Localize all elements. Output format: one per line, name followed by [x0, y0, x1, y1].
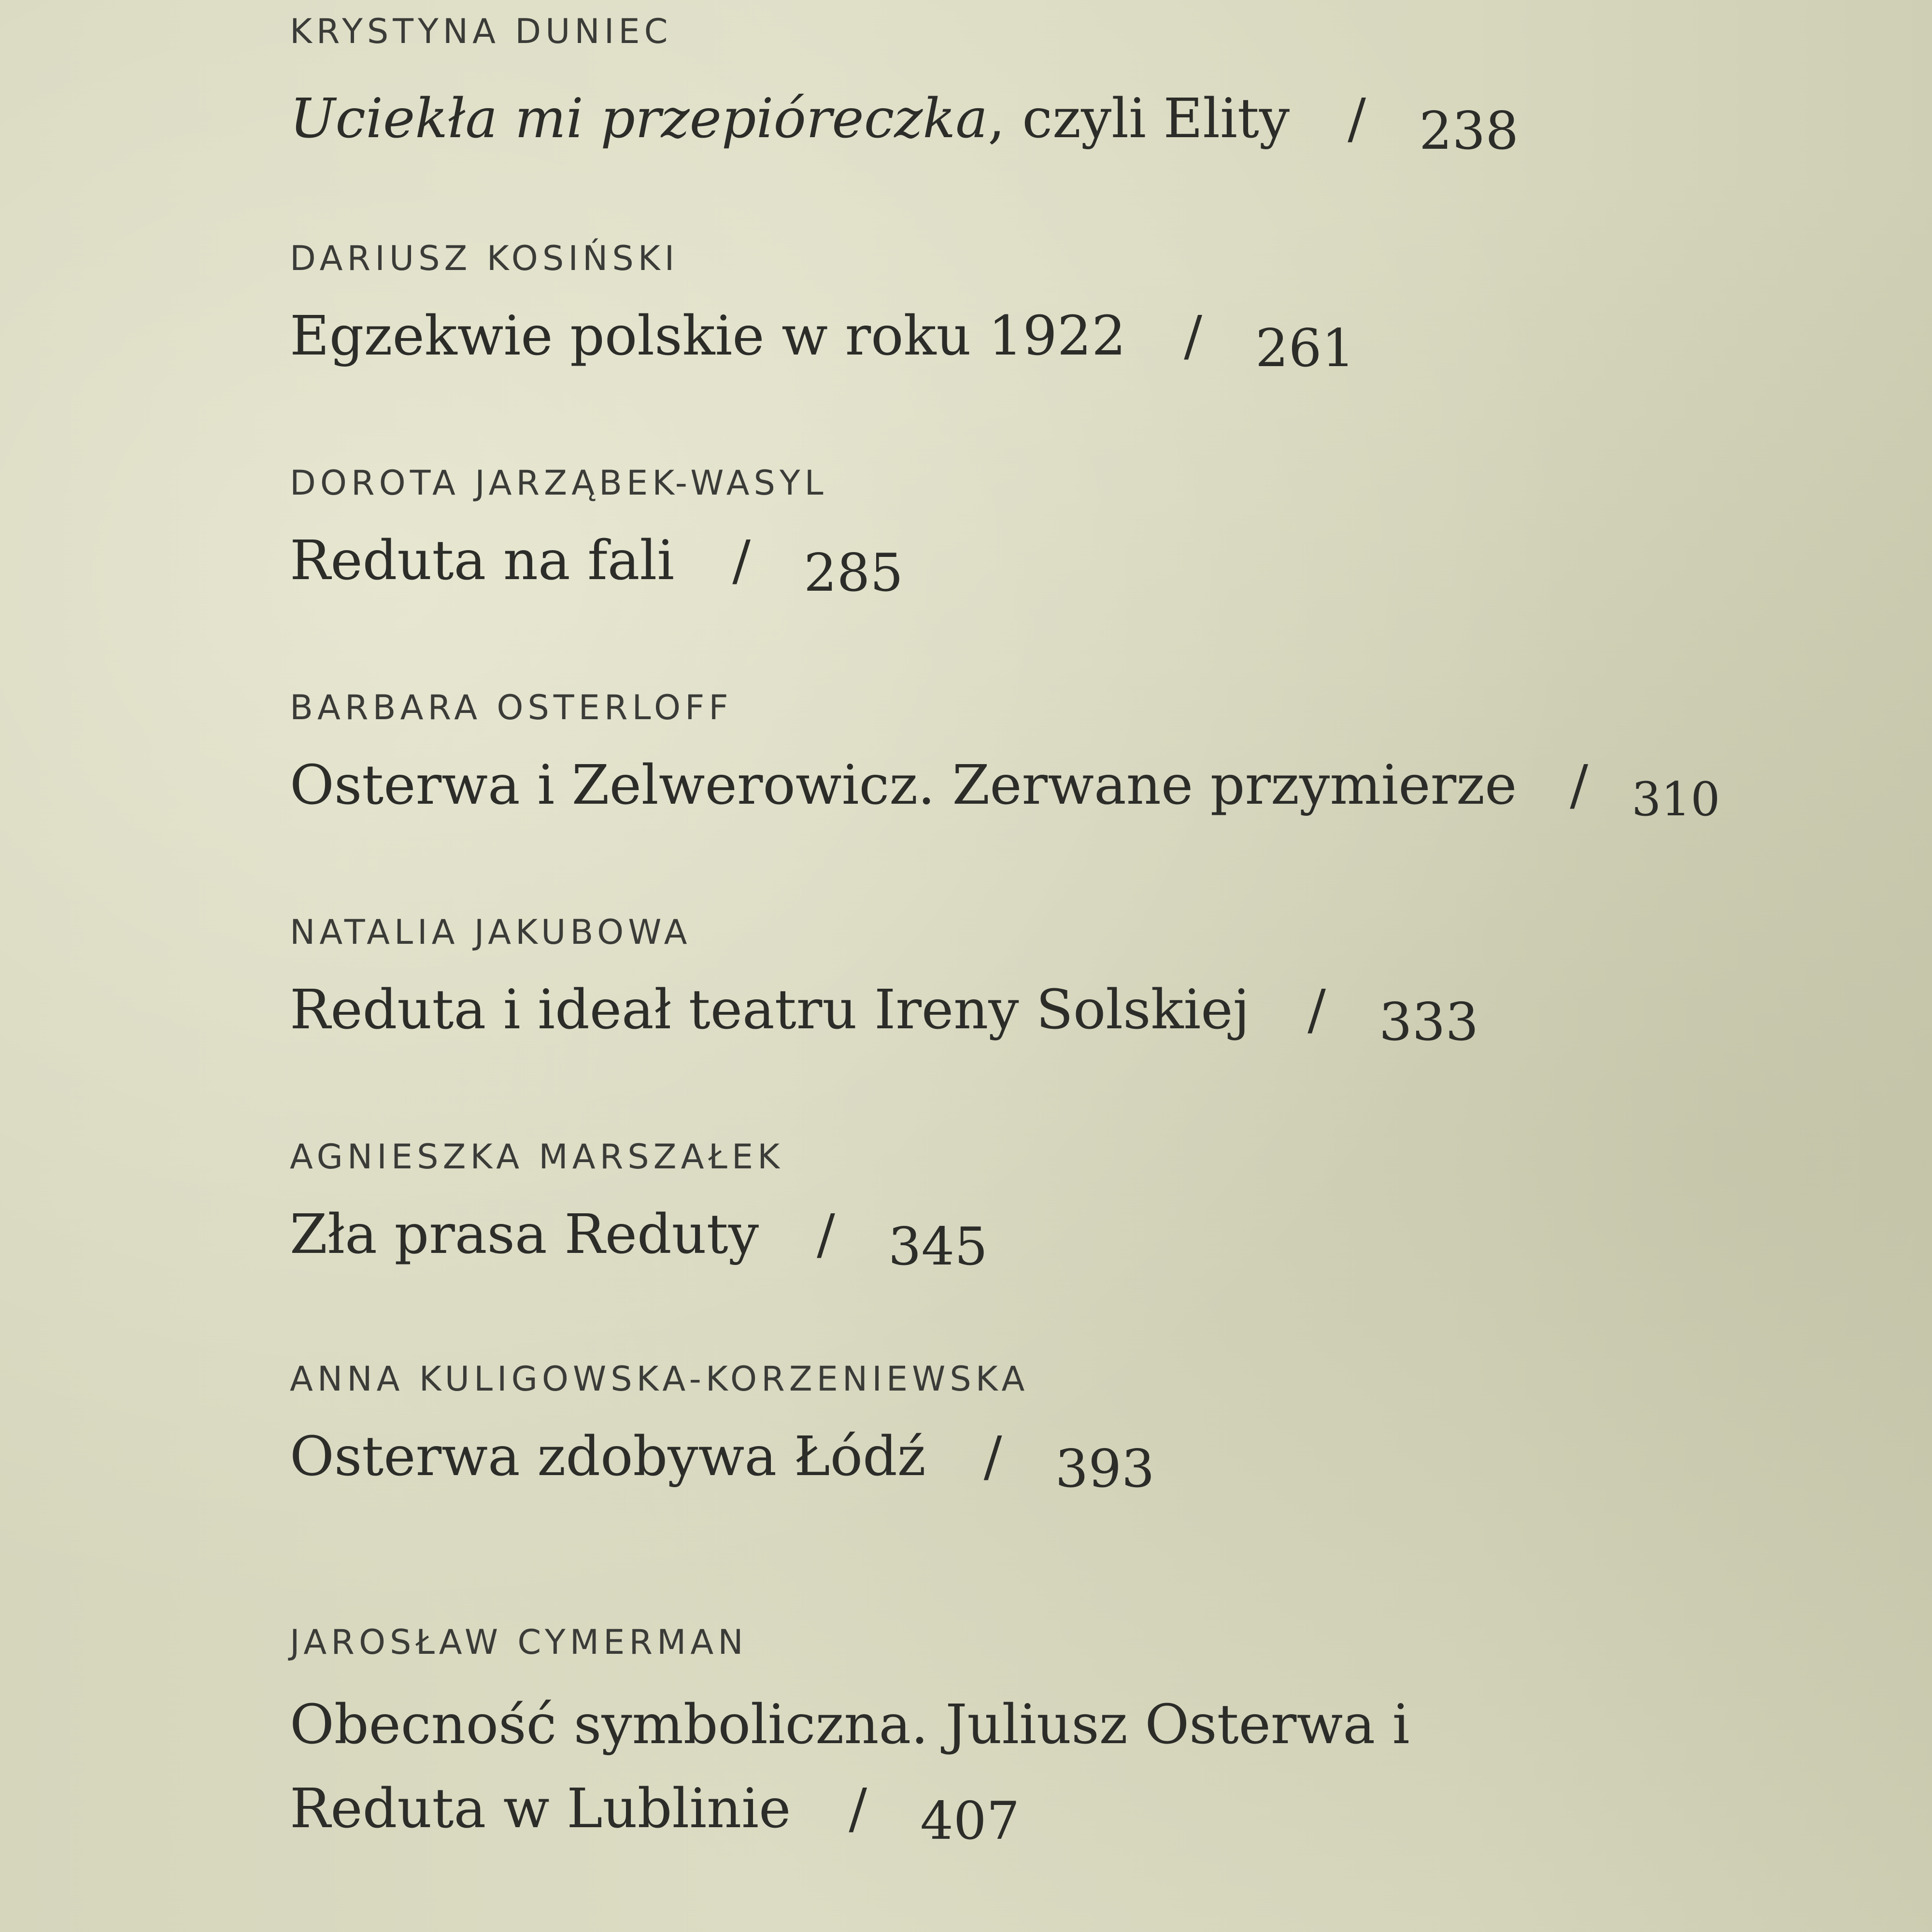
entry-author: AGNIESZKA MARSZAŁEK	[290, 1137, 784, 1177]
entry-separator: /	[1348, 87, 1366, 150]
toc-entry	[290, 912, 1787, 1052]
entry-page-number: 345	[888, 1217, 988, 1277]
toc-entry	[290, 239, 1787, 379]
toc-entry	[290, 1622, 1787, 1851]
entry-title	[290, 744, 1787, 828]
entry-author: DOROTA JARZĄBEK-WASYL	[290, 463, 828, 503]
toc-entry	[290, 1137, 1787, 1277]
entry-title	[290, 968, 1787, 1052]
entry-title	[290, 519, 1787, 603]
toc-entry	[290, 463, 1787, 603]
toc-entry	[290, 1359, 1787, 1499]
entry-title-text: Egzekwie polskie w roku 1922	[290, 305, 1126, 368]
entry-separator: /	[1307, 979, 1326, 1041]
entry-separator: /	[817, 1203, 835, 1266]
entry-page-number: 285	[803, 543, 904, 603]
entry-page-number: 407	[920, 1790, 1020, 1851]
entry-author: DARIUSZ KOSIŃSKI	[290, 239, 679, 278]
entry-separator: /	[1570, 754, 1589, 817]
entry-page-number: 333	[1379, 992, 1479, 1052]
entry-page-number: 261	[1255, 318, 1355, 379]
entry-title	[290, 295, 1787, 379]
entry-author: NATALIA JAKUBOWA	[290, 912, 692, 952]
entry-separator: /	[1184, 305, 1202, 368]
entry-separator: /	[849, 1777, 867, 1840]
entry-author: KRYSTYNA DUNIEC	[290, 12, 672, 51]
entry-title-text: Reduta i ideał teatru Ireny Solskiej	[290, 979, 1250, 1041]
entry-page-number: 310	[1632, 772, 1720, 826]
toc-entry	[290, 688, 1787, 828]
entry-title	[290, 1683, 1546, 1851]
entry-separator: /	[732, 529, 751, 592]
entry-author: ANNA KULIGOWSKA-KORZENIEWSKA	[290, 1359, 1029, 1399]
entry-author: BARBARA OSTERLOFF	[290, 688, 733, 727]
entry-title-text: Zła prasa Reduty	[290, 1203, 759, 1266]
entry-page-number: 393	[1055, 1439, 1155, 1499]
entry-title	[290, 77, 1787, 161]
entry-separator: /	[983, 1425, 1002, 1488]
entry-page-number: 238	[1419, 101, 1519, 161]
toc-entry	[290, 14, 1787, 161]
entry-title-text: , czyli Elity	[988, 87, 1290, 150]
entry-title-text: Osterwa i Zelwerowicz. Zerwane przymierze	[290, 754, 1517, 817]
entry-title-italic: Uciekła mi przepióreczka	[290, 87, 988, 150]
entry-title-text: Obecność symboliczna. Juliusz Osterwa i Reduta w Lublinie	[290, 1693, 1410, 1840]
entry-title	[290, 1415, 1787, 1499]
entry-title	[290, 1193, 1787, 1277]
entry-title-text: Reduta na fali	[290, 529, 675, 592]
entry-author: JAROSŁAW CYMERMAN	[290, 1622, 748, 1662]
entry-title-text: Osterwa zdobywa Łódź	[290, 1425, 926, 1488]
